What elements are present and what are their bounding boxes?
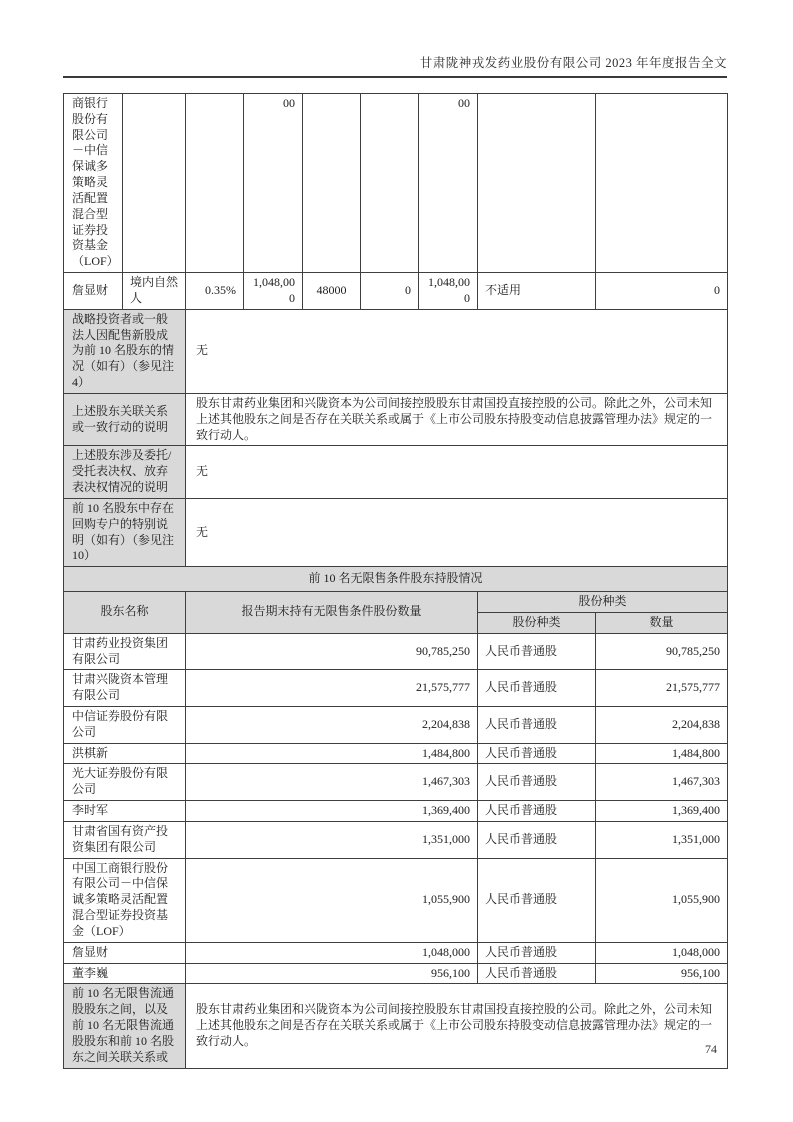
pledge-quantity: 0 [596, 273, 728, 310]
shareholder-name-cell: 中国工商银行股份有限公司－中信保诚多策略灵活配置混合型证券投资基金（LOF） [64, 858, 186, 942]
table-row [64, 498, 728, 566]
table-header-row [64, 592, 728, 613]
table-row [64, 273, 728, 310]
share-count-cell: 90,785,250 [596, 633, 728, 670]
note-value: 无 [186, 498, 728, 566]
pledge-status: 不适用 [478, 273, 596, 310]
note-value: 无 [186, 309, 728, 393]
table-row [64, 801, 728, 822]
share-count-cell: 1,369,400 [596, 801, 728, 822]
unrestricted-shares-cell: 90,785,250 [186, 633, 478, 670]
share-class-cell: 人民币普通股 [478, 670, 596, 707]
table-row [64, 94, 728, 273]
unrestricted-shares-cell: 2,204,838 [186, 706, 478, 743]
share-class-cell: 人民币普通股 [478, 706, 596, 743]
share-count-cell: 1,484,800 [596, 743, 728, 764]
table-row [64, 942, 728, 963]
col-header-unrestricted-shares: 报告期末持有无限售条件股份数量 [186, 592, 478, 634]
shares-held: 1,048,000 [244, 273, 303, 310]
share-count-cell: 956,100 [596, 963, 728, 984]
table-row [64, 706, 728, 743]
shareholder-type [123, 94, 186, 273]
top10-shareholders-table-continued [63, 93, 728, 567]
shareholder-type: 境内自然人 [123, 273, 186, 310]
shareholder-name: 商银行股份有限公司－中信保诚多策略灵活配置混合型证券投资基金（LOF） [64, 94, 123, 273]
relationship-note-row [64, 984, 728, 1068]
shareholder-name: 詹显财 [64, 273, 123, 310]
col-header-share-count: 数量 [596, 612, 728, 633]
shareholder-name-cell: 甘肃省国有资产投资集团有限公司 [64, 821, 186, 858]
pledge-status [478, 94, 596, 273]
shareholder-name-cell: 甘肃兴陇资本管理有限公司 [64, 670, 186, 707]
unrestricted-shares-cell: 1,351,000 [186, 821, 478, 858]
col-header-shareholder-name: 股东名称 [64, 592, 186, 634]
share-class-cell: 人民币普通股 [478, 801, 596, 822]
share-class-cell: 人民币普通股 [478, 858, 596, 942]
unrestricted-shares-cell: 1,048,000 [186, 942, 478, 963]
table-row [64, 633, 728, 670]
col-header-share-class-group: 股份种类 [478, 592, 728, 613]
pledge-quantity [596, 94, 728, 273]
shareholder-name-cell: 董李巍 [64, 963, 186, 984]
table-row [64, 821, 728, 858]
shares-held: 00 [244, 94, 303, 273]
shareholder-name-cell: 中信证券股份有限公司 [64, 706, 186, 743]
share-count-cell: 21,575,777 [596, 670, 728, 707]
unrestricted-shares-held: 00 [419, 94, 478, 273]
share-count-cell: 1,467,303 [596, 764, 728, 801]
unrestricted-shares-cell: 1,055,900 [186, 858, 478, 942]
share-class-cell: 人民币普通股 [478, 633, 596, 670]
share-class-cell: 人民币普通股 [478, 764, 596, 801]
section-title-row [64, 567, 728, 592]
share-count-cell: 1,055,900 [596, 858, 728, 942]
share-count-cell: 1,351,000 [596, 821, 728, 858]
report-header-title: 甘肃陇神戎发药业股份有限公司 2023 年年度报告全文 [419, 56, 727, 70]
share-count-cell: 2,204,838 [596, 706, 728, 743]
shares-change [303, 94, 361, 273]
note-label: 上述股东关联关系或一致行动的说明 [64, 393, 186, 445]
note-label: 前 10 名股东中存在回购专户的特别说明（如有）（参见注 10） [64, 498, 186, 566]
note-label: 战略投资者或一般法人因配售新股成为前 10 名股东的情况（如有）（参见注 4） [64, 309, 186, 393]
restricted-shares-held [361, 94, 419, 273]
table-row [64, 670, 728, 707]
col-header-share-class: 股份种类 [478, 612, 596, 633]
unrestricted-shares-held: 1,048,000 [419, 273, 478, 310]
table-row [64, 309, 728, 393]
shareholder-name-cell: 洪棋新 [64, 743, 186, 764]
unrestricted-shareholders-table [63, 566, 728, 1068]
shareholding-ratio [186, 94, 244, 273]
table-row [64, 743, 728, 764]
header-rule [63, 76, 727, 78]
share-class-cell: 人民币普通股 [478, 963, 596, 984]
restricted-shares-held: 0 [361, 273, 419, 310]
unrestricted-shares-cell: 1,467,303 [186, 764, 478, 801]
unrestricted-shares-cell: 21,575,777 [186, 670, 478, 707]
table-row [64, 446, 728, 498]
note-value: 无 [186, 446, 728, 498]
shareholding-ratio: 0.35% [186, 273, 244, 310]
share-class-cell: 人民币普通股 [478, 743, 596, 764]
shareholder-name-cell: 甘肃药业投资集团有限公司 [64, 633, 186, 670]
shares-change: 48000 [303, 273, 361, 310]
unrestricted-shares-cell: 1,484,800 [186, 743, 478, 764]
shareholder-name-cell: 光大证券股份有限公司 [64, 764, 186, 801]
table-row [64, 393, 728, 445]
shareholder-name-cell: 詹显财 [64, 942, 186, 963]
relationship-note-label: 前 10 名无限售流通股股东之间，以及前 10 名无限售流通股股东和前 10 名股东之间关联关系或 [64, 984, 186, 1068]
page-number: 74 [705, 1042, 717, 1056]
table-row [64, 764, 728, 801]
unrestricted-shares-cell: 956,100 [186, 963, 478, 984]
page-content [63, 0, 727, 1069]
share-class-cell: 人民币普通股 [478, 942, 596, 963]
table-row [64, 963, 728, 984]
note-label: 上述股东涉及委托/受托表决权、放弃表决权情况的说明 [64, 446, 186, 498]
shareholder-name-cell: 李时军 [64, 801, 186, 822]
share-class-cell: 人民币普通股 [478, 821, 596, 858]
share-count-cell: 1,048,000 [596, 942, 728, 963]
section-title: 前 10 名无限售条件股东持股情况 [64, 567, 728, 592]
note-value: 股东甘肃药业集团和兴陇资本为公司间接控股股东甘肃国投直接控股的公司。除此之外，公司未知上述其他股东之间是否存在关联关系或属于《上市公司股东持股变动信息披露管理办法》规定的一致行动人。 [186, 393, 728, 445]
unrestricted-shares-cell: 1,369,400 [186, 801, 478, 822]
relationship-note-value: 股东甘肃药业集团和兴陇资本为公司间接控股股东甘肃国投直接控股的公司。除此之外，公司未知上述其他股东之间是否存在关联关系或属于《上市公司股东持股变动信息披露管理办法》规定的一致行动人。 [186, 984, 728, 1068]
table-row [64, 858, 728, 942]
